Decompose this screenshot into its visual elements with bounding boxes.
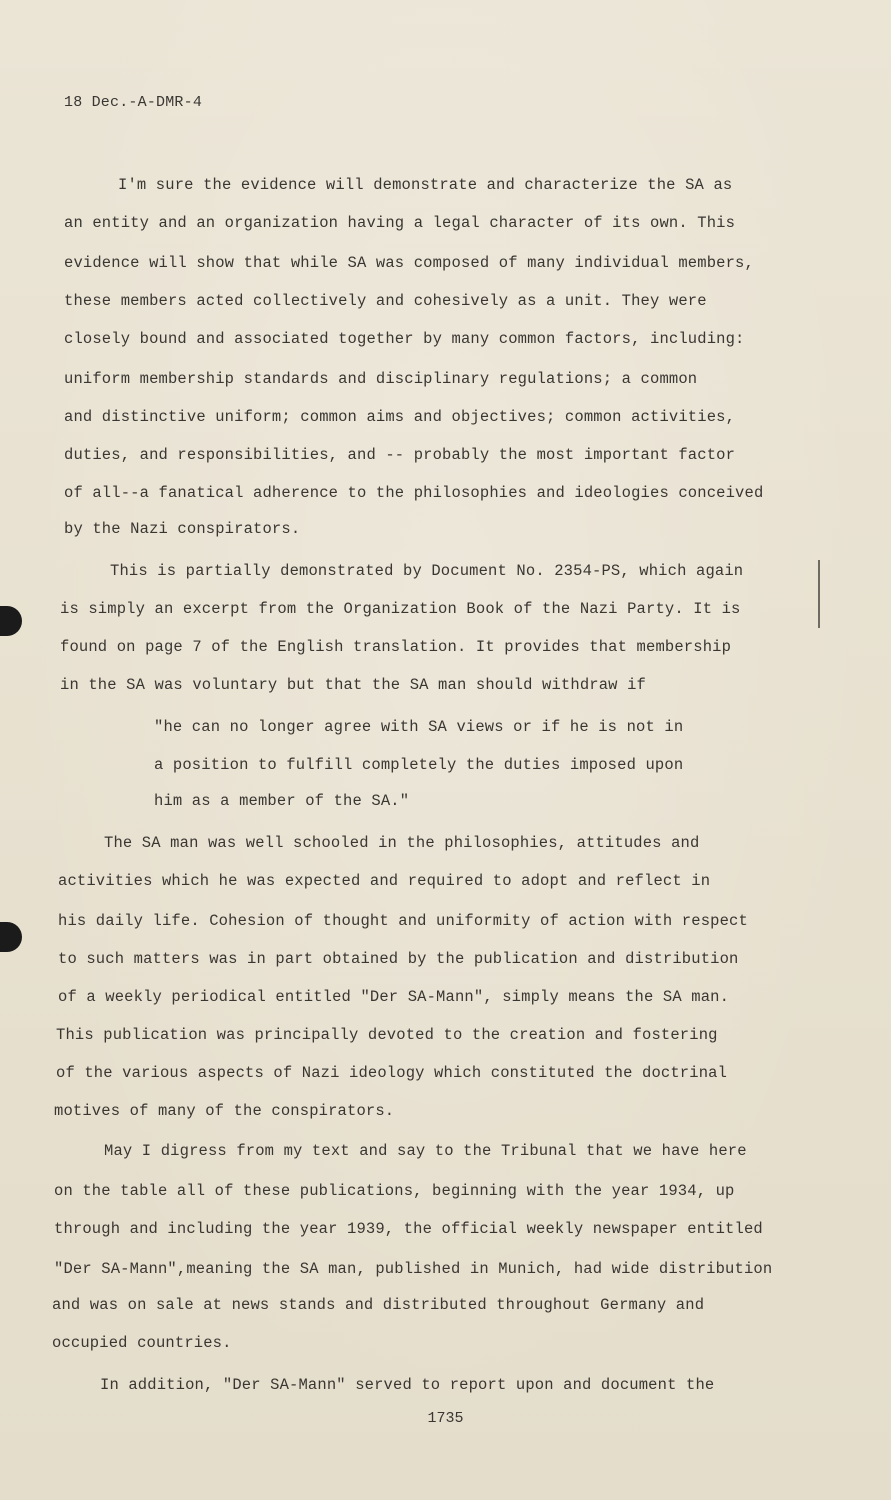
text-line: In addition, "Der SA-Mann" served to report upon and document the xyxy=(100,1376,715,1394)
page-number: 1735 xyxy=(427,1410,464,1427)
text-line: May I digress from my text and say to the Tribunal that we have here xyxy=(104,1142,747,1160)
text-line: of a weekly periodical entitled "Der SA-Mann", simply means the SA man. xyxy=(58,988,730,1006)
text-line: evidence will show that while SA was composed of many individual members, xyxy=(64,254,754,272)
text-line: This publication was principally devoted to the creation and fostering xyxy=(56,1026,718,1044)
text-line: uniform membership standards and disciplinary regulations; a common xyxy=(64,370,698,388)
text-line: motives of many of the conspirators. xyxy=(54,1102,395,1120)
text-line: This is partially demonstrated by Document No. 2354-PS, which again xyxy=(110,562,744,580)
text-line: in the SA was voluntary but that the SA man should withdraw if xyxy=(60,676,646,694)
quote-line: a position to fulfill completely the duties imposed upon xyxy=(154,756,684,774)
text-line: found on page 7 of the English translation. It provides that membership xyxy=(60,638,732,656)
text-line: activities which he was expected and required to adopt and reflect in xyxy=(58,872,711,890)
text-line: and distinctive uniform; common aims and objectives; common activities, xyxy=(64,408,736,426)
margin-mark xyxy=(818,560,820,628)
text-line: and was on sale at news stands and distributed throughout Germany and xyxy=(52,1296,705,1314)
text-line: these members acted collectively and cohesively as a unit. They were xyxy=(64,292,707,310)
text-line: occupied countries. xyxy=(52,1334,232,1352)
text-line: of all--a fanatical adherence to the philosophies and ideologies conceived xyxy=(64,484,764,502)
document-header: 18 Dec.-A-DMR-4 xyxy=(64,94,203,111)
text-line: by the Nazi conspirators. xyxy=(64,520,301,538)
text-line: duties, and responsibilities, and -- probably the most important factor xyxy=(64,446,736,464)
text-line: The SA man was well schooled in the philosophies, attitudes and xyxy=(104,834,700,852)
text-line: to such matters was in part obtained by the publication and distribution xyxy=(58,950,739,968)
text-line: his daily life. Cohesion of thought and uniformity of action with respect xyxy=(58,912,748,930)
punch-hole xyxy=(0,606,22,636)
text-line: "Der SA-Mann",meaning the SA man, published in Munich, had wide distribution xyxy=(54,1260,773,1278)
quote-line: "he can no longer agree with SA views or if he is not in xyxy=(154,718,684,736)
text-line: closely bound and associated together by many common factors, including: xyxy=(64,330,745,348)
punch-hole xyxy=(0,922,22,952)
text-line: through and including the year 1939, the official weekly newspaper entitled xyxy=(54,1220,763,1238)
text-line: I'm sure the evidence will demonstrate and characterize the SA as xyxy=(118,176,733,194)
text-line: of the various aspects of Nazi ideology which constituted the doctrinal xyxy=(56,1064,728,1082)
quote-line: him as a member of the SA." xyxy=(154,792,410,810)
text-line: is simply an excerpt from the Organization Book of the Nazi Party. It is xyxy=(60,600,741,618)
text-line: an entity and an organization having a legal character of its own. This xyxy=(64,214,736,232)
text-line: on the table all of these publications, beginning with the year 1934, up xyxy=(54,1182,735,1200)
